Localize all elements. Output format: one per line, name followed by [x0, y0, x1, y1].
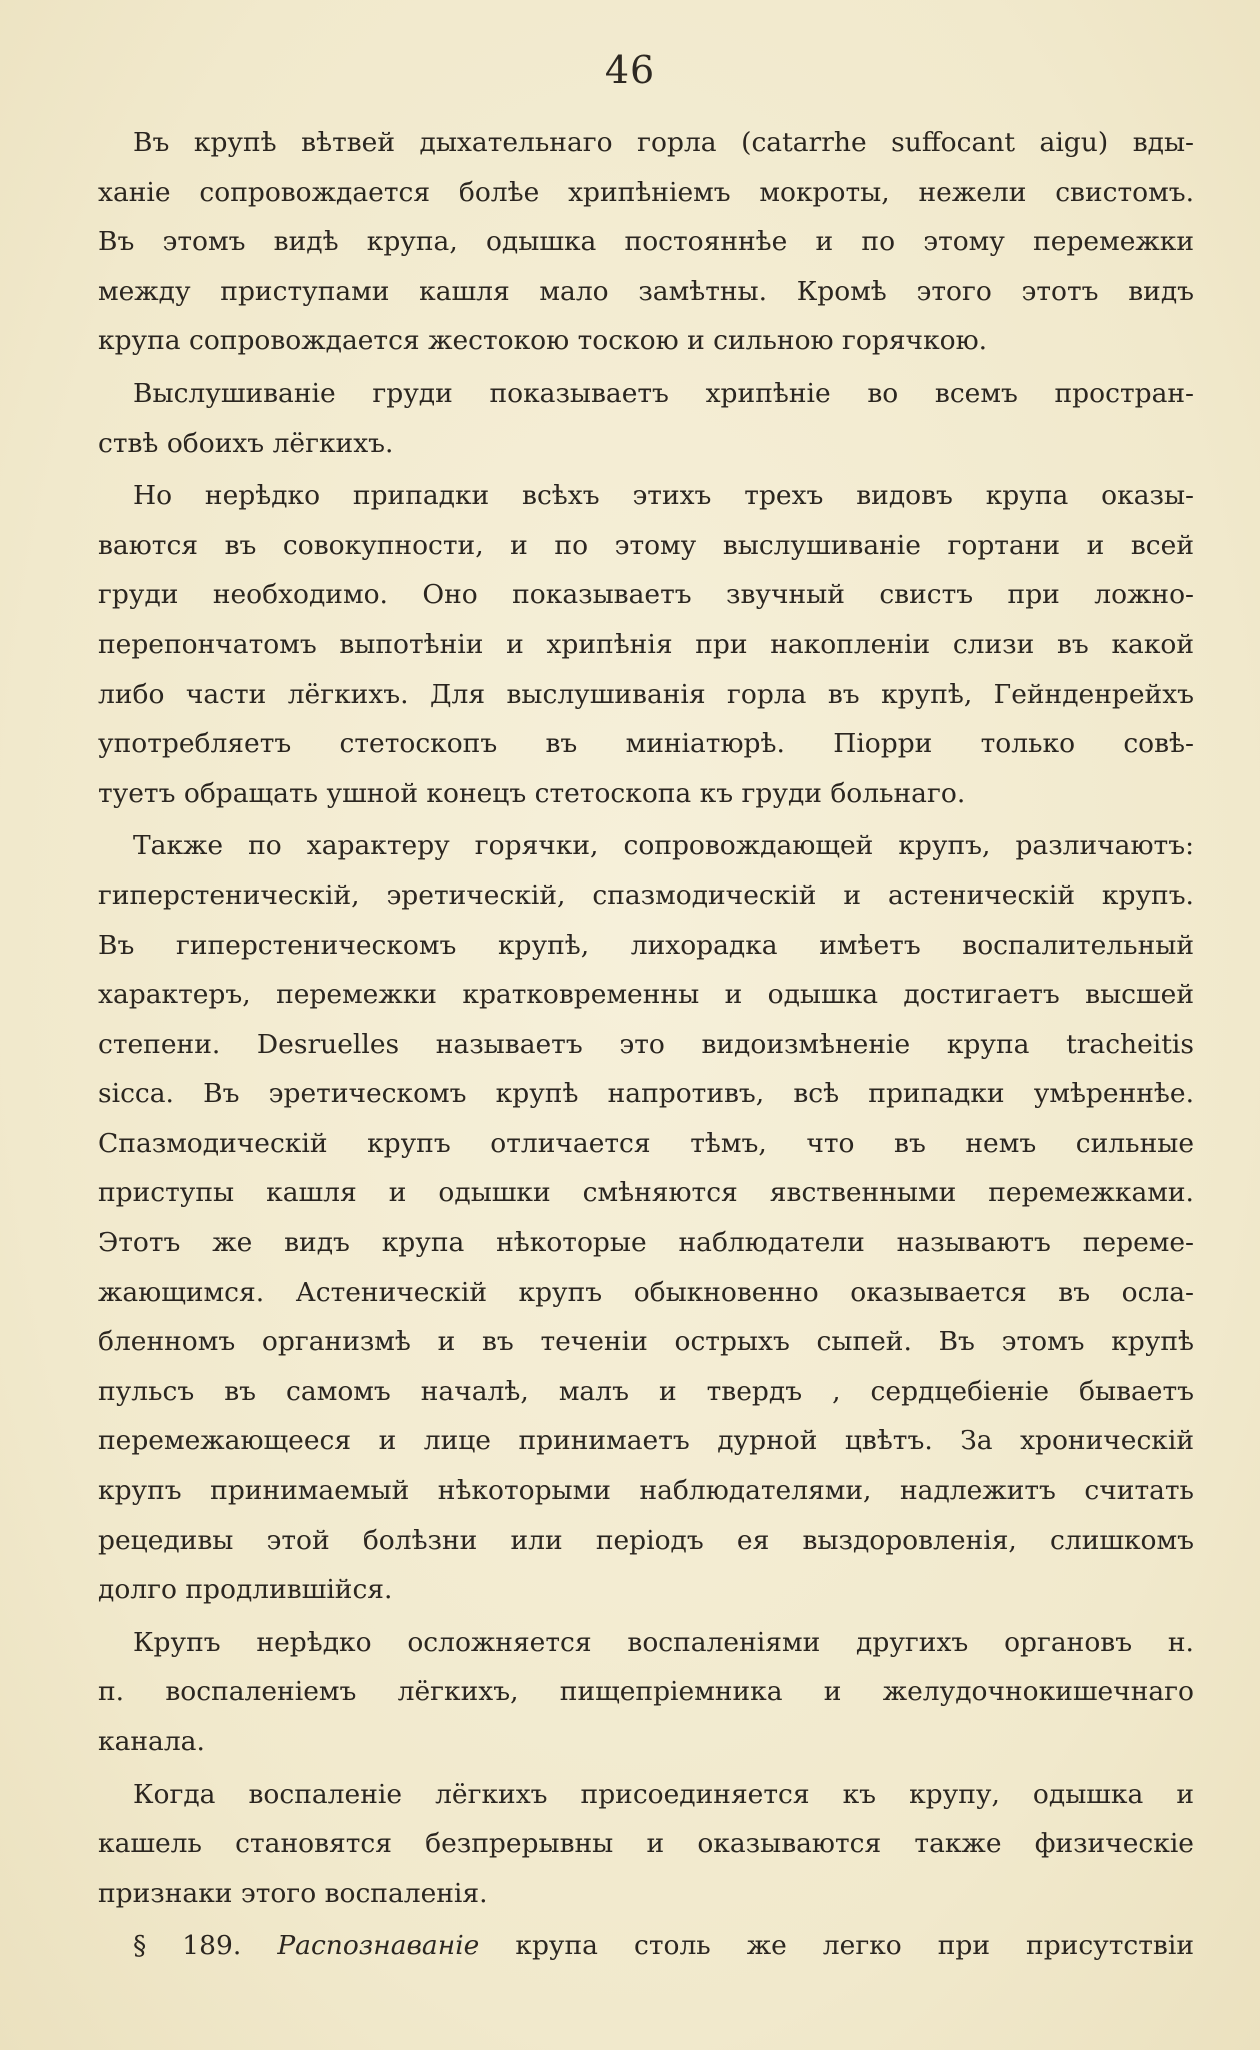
section-heading: Распознаваніе [277, 1930, 480, 1962]
text-line: туетъ обращать ушной конецъ стетоскопа къ груди больнаго. [98, 777, 966, 809]
body-text [98, 118, 1194, 1971]
text-line: рецедивы этой болѣзни или періодъ ея выздоровленія, слишкомъ [98, 1524, 1194, 1556]
page-number: 46 [604, 48, 656, 92]
text-line: Выслушиваніе груди показываетъ хрипѣніе во всемъ простран- [133, 377, 1194, 409]
text-line: долго продлившійся. [98, 1574, 393, 1606]
text-line: крупа сопровождается жестокою тоскою и сильною горячкою. [98, 325, 988, 357]
text-line: груди необходимо. Оно показываетъ звучный свистъ при ложно- [98, 579, 1194, 611]
text-line: Когда воспаленіе лёгкихъ присоединяется къ крупу, одышка и [133, 1778, 1194, 1810]
text-line: характеръ, перемежки кратковременны и одышка достигаетъ высшей [98, 979, 1194, 1011]
text-line: жающимся. Астеническій крупъ обыкновенно оказывается въ осла- [98, 1276, 1194, 1308]
text-line: перепончатомъ выпотѣніи и хрипѣнія при накопленіи слизи въ какой [98, 628, 1194, 660]
text-line: канала. [98, 1726, 205, 1757]
text-line: п. воспаленіемъ лёгкихъ, пищепріемника и желудочнокишечнаго [98, 1676, 1194, 1708]
text-line: Также по характеру горячки, сопровождающей крупъ, различаютъ: [133, 830, 1194, 862]
text-line: кашель становятся безпрерывны и оказываются также физическіе [98, 1828, 1194, 1860]
text-line: Спазмодическій крупъ отличается тѣмъ, что въ немъ сильные [98, 1127, 1194, 1159]
section-text: крупа столь же легко при присутствіи [515, 1930, 1194, 1962]
text-line: перемежающееся и лице принимаетъ дурной цвѣтъ. За хроническій [98, 1425, 1194, 1457]
text-line: между приступами кашля мало замѣтны. Кромѣ этого этотъ видъ [98, 275, 1194, 307]
text-line: sicca. Въ эретическомъ крупѣ напротивъ, всѣ припадки умѣреннѣе. [98, 1078, 1194, 1110]
text-line: Этотъ же видъ крупа нѣкоторые наблюдатели называютъ переме- [98, 1227, 1194, 1259]
text-line: пульсъ въ самомъ началѣ, малъ и твердъ , сердцебіеніе бываетъ [98, 1375, 1194, 1407]
text-line: гиперстеническій, эретическій, спазмодическій и астеническій крупъ. [98, 879, 1194, 911]
text-line: бленномъ организмѣ и въ теченіи острыхъ сыпей. Въ этомъ крупѣ [98, 1326, 1194, 1358]
text-line: Крупъ нерѣдко осложняется воспаленіями другихъ органовъ н. [133, 1626, 1194, 1658]
text-line: ханіе сопровождается болѣе хрипѣніемъ мокроты, нежели свистомъ. [98, 176, 1194, 208]
text-line: крупъ принимаемый нѣкоторыми наблюдателями, надлежитъ считать [98, 1475, 1194, 1507]
text-line: Въ этомъ видѣ крупа, одышка постояннѣе и по этому перемежки [98, 226, 1194, 258]
section-number: § 189. [133, 1930, 242, 1962]
text-line: ствѣ обоихъ лёгкихъ. [98, 427, 394, 459]
text-line: признаки этого воспаленія. [98, 1877, 488, 1909]
section-line [98, 1921, 1194, 1971]
text-line: Въ гиперстеническомъ крупѣ, лихорадка имѣетъ воспалительный [98, 929, 1194, 961]
text-line: ваются въ совокупности, и по этому выслушиваніе гортани и всей [98, 529, 1194, 561]
text-line: либо части лёгкихъ. Для выслушиванія горла въ крупѣ, Гейнденрейхъ [98, 678, 1194, 710]
text-line: употребляетъ стетоскопъ въ миніатюрѣ. Піорри только совѣ- [98, 728, 1194, 760]
text-line: степени. Desruelles называетъ это видоизмѣненіе крупа tracheitis [98, 1028, 1194, 1060]
text-line: Въ крупѣ вѣтвей дыхательнаго горла (catarrhe suffocant aigu) вды- [133, 127, 1194, 158]
text-line: Но нерѣдко припадки всѣхъ этихъ трехъ видовъ крупа оказы- [133, 480, 1194, 512]
text-line: приступы кашля и одышки смѣняются явственными перемежками. [98, 1177, 1194, 1209]
